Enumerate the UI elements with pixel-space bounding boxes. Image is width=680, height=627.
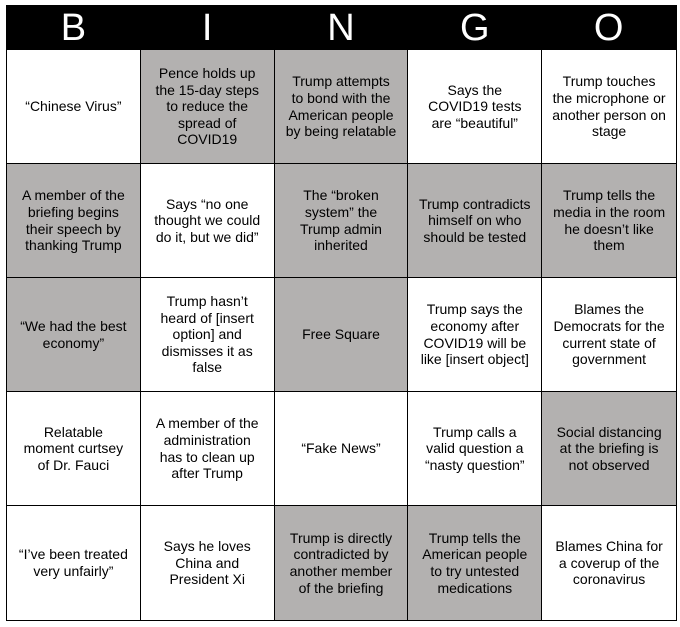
cell-text: The “broken system” the Trump admin inherited [300,187,382,254]
cell-text: Pence holds up the 15-day steps to reduce the spread of COVID19 [155,65,259,148]
cell-text: A member of the briefing begins their speech by thanking Trump [22,187,125,254]
cell-text: “I’ve been treated very unfairly” [18,546,128,579]
bingo-cell-r5c4[interactable] [408,506,542,620]
bingo-cell-r1c1[interactable] [7,50,141,164]
cell-text: Trump says the economy after COVID19 will be like [insert object] [420,301,529,368]
header-letter-b: B [60,7,88,49]
cell-text: Trump attempts to bond with the American people by being relatable [285,73,397,140]
cell-text: Trump contradicts himself on who should be tested [419,195,531,245]
bingo-cell-r5c2[interactable] [141,506,275,620]
cell-text: Trump touches the microphone or another person on stage [552,73,666,140]
bingo-cell-r4c5[interactable] [542,392,676,506]
bingo-cell-r2c2[interactable] [141,164,275,278]
bingo-cell-r5c3[interactable] [275,506,409,620]
cell-text: Trump is directly contradicted by another member of the briefing [289,529,393,596]
bingo-cell-r4c2[interactable] [141,392,275,506]
bingo-cell-r1c3[interactable] [275,50,409,164]
bingo-cell-r3c1[interactable] [7,278,141,392]
header-letter-n: N [327,7,356,49]
cell-text: Relatable moment curtsey of Dr. Fauci [23,423,124,473]
cell-text: Trump calls a valid question a “nasty question” [424,423,525,473]
bingo-cell-r4c4[interactable] [408,392,542,506]
header-letter-g: G [460,7,491,49]
cell-text: “Fake News” [301,440,381,457]
cell-text: Says he loves China and President Xi [163,538,251,588]
bingo-cell-r1c5[interactable] [542,50,676,164]
cell-text: Trump hasn’t heard of [insert option] and dismisses it as false [160,293,254,376]
bingo-cell-r4c3[interactable] [275,392,409,506]
bingo-cell-r1c2[interactable] [141,50,275,164]
bingo-header [7,6,676,50]
cell-text: Free Square [302,326,380,343]
bingo-cell-free-square[interactable] [275,278,409,392]
bingo-cell-r5c5[interactable] [542,506,676,620]
bingo-cell-r1c4[interactable] [408,50,542,164]
bingo-cell-r2c5[interactable] [542,164,676,278]
cell-text: Blames China for a coverup of the coronavirus [555,538,663,588]
cell-text: Blames the Democrats for the current state of government [553,301,665,368]
bingo-cell-r3c2[interactable] [141,278,275,392]
cell-text: Trump tells the American people to try untested medications [422,529,528,596]
bingo-cell-r2c1[interactable] [7,164,141,278]
bingo-cell-r2c3[interactable] [275,164,409,278]
bingo-cell-r2c4[interactable] [408,164,542,278]
cell-text: Social distancing at the briefing is not observed [556,423,662,473]
cell-text: “We had the best economy” [20,317,127,351]
bingo-cell-r3c5[interactable] [542,278,676,392]
header-letter-i: I [201,7,214,49]
header-letter-o: O [593,7,625,49]
cell-text: A member of the administration has to clean up after Trump [155,415,259,482]
cell-text: Trump tells the media in the room he doesn’t like them [553,187,666,254]
bingo-cell-r4c1[interactable] [7,392,141,506]
bingo-cell-r5c1[interactable] [7,506,141,620]
cell-text: Says “no one thought we could do it, but we did” [154,195,261,245]
cell-text: Says the COVID19 tests are “beautiful” [428,81,522,131]
bingo-cell-r3c4[interactable] [408,278,542,392]
cell-text: “Chinese Virus” [25,98,122,115]
bingo-grid [7,50,676,620]
bingo-board [6,5,677,621]
